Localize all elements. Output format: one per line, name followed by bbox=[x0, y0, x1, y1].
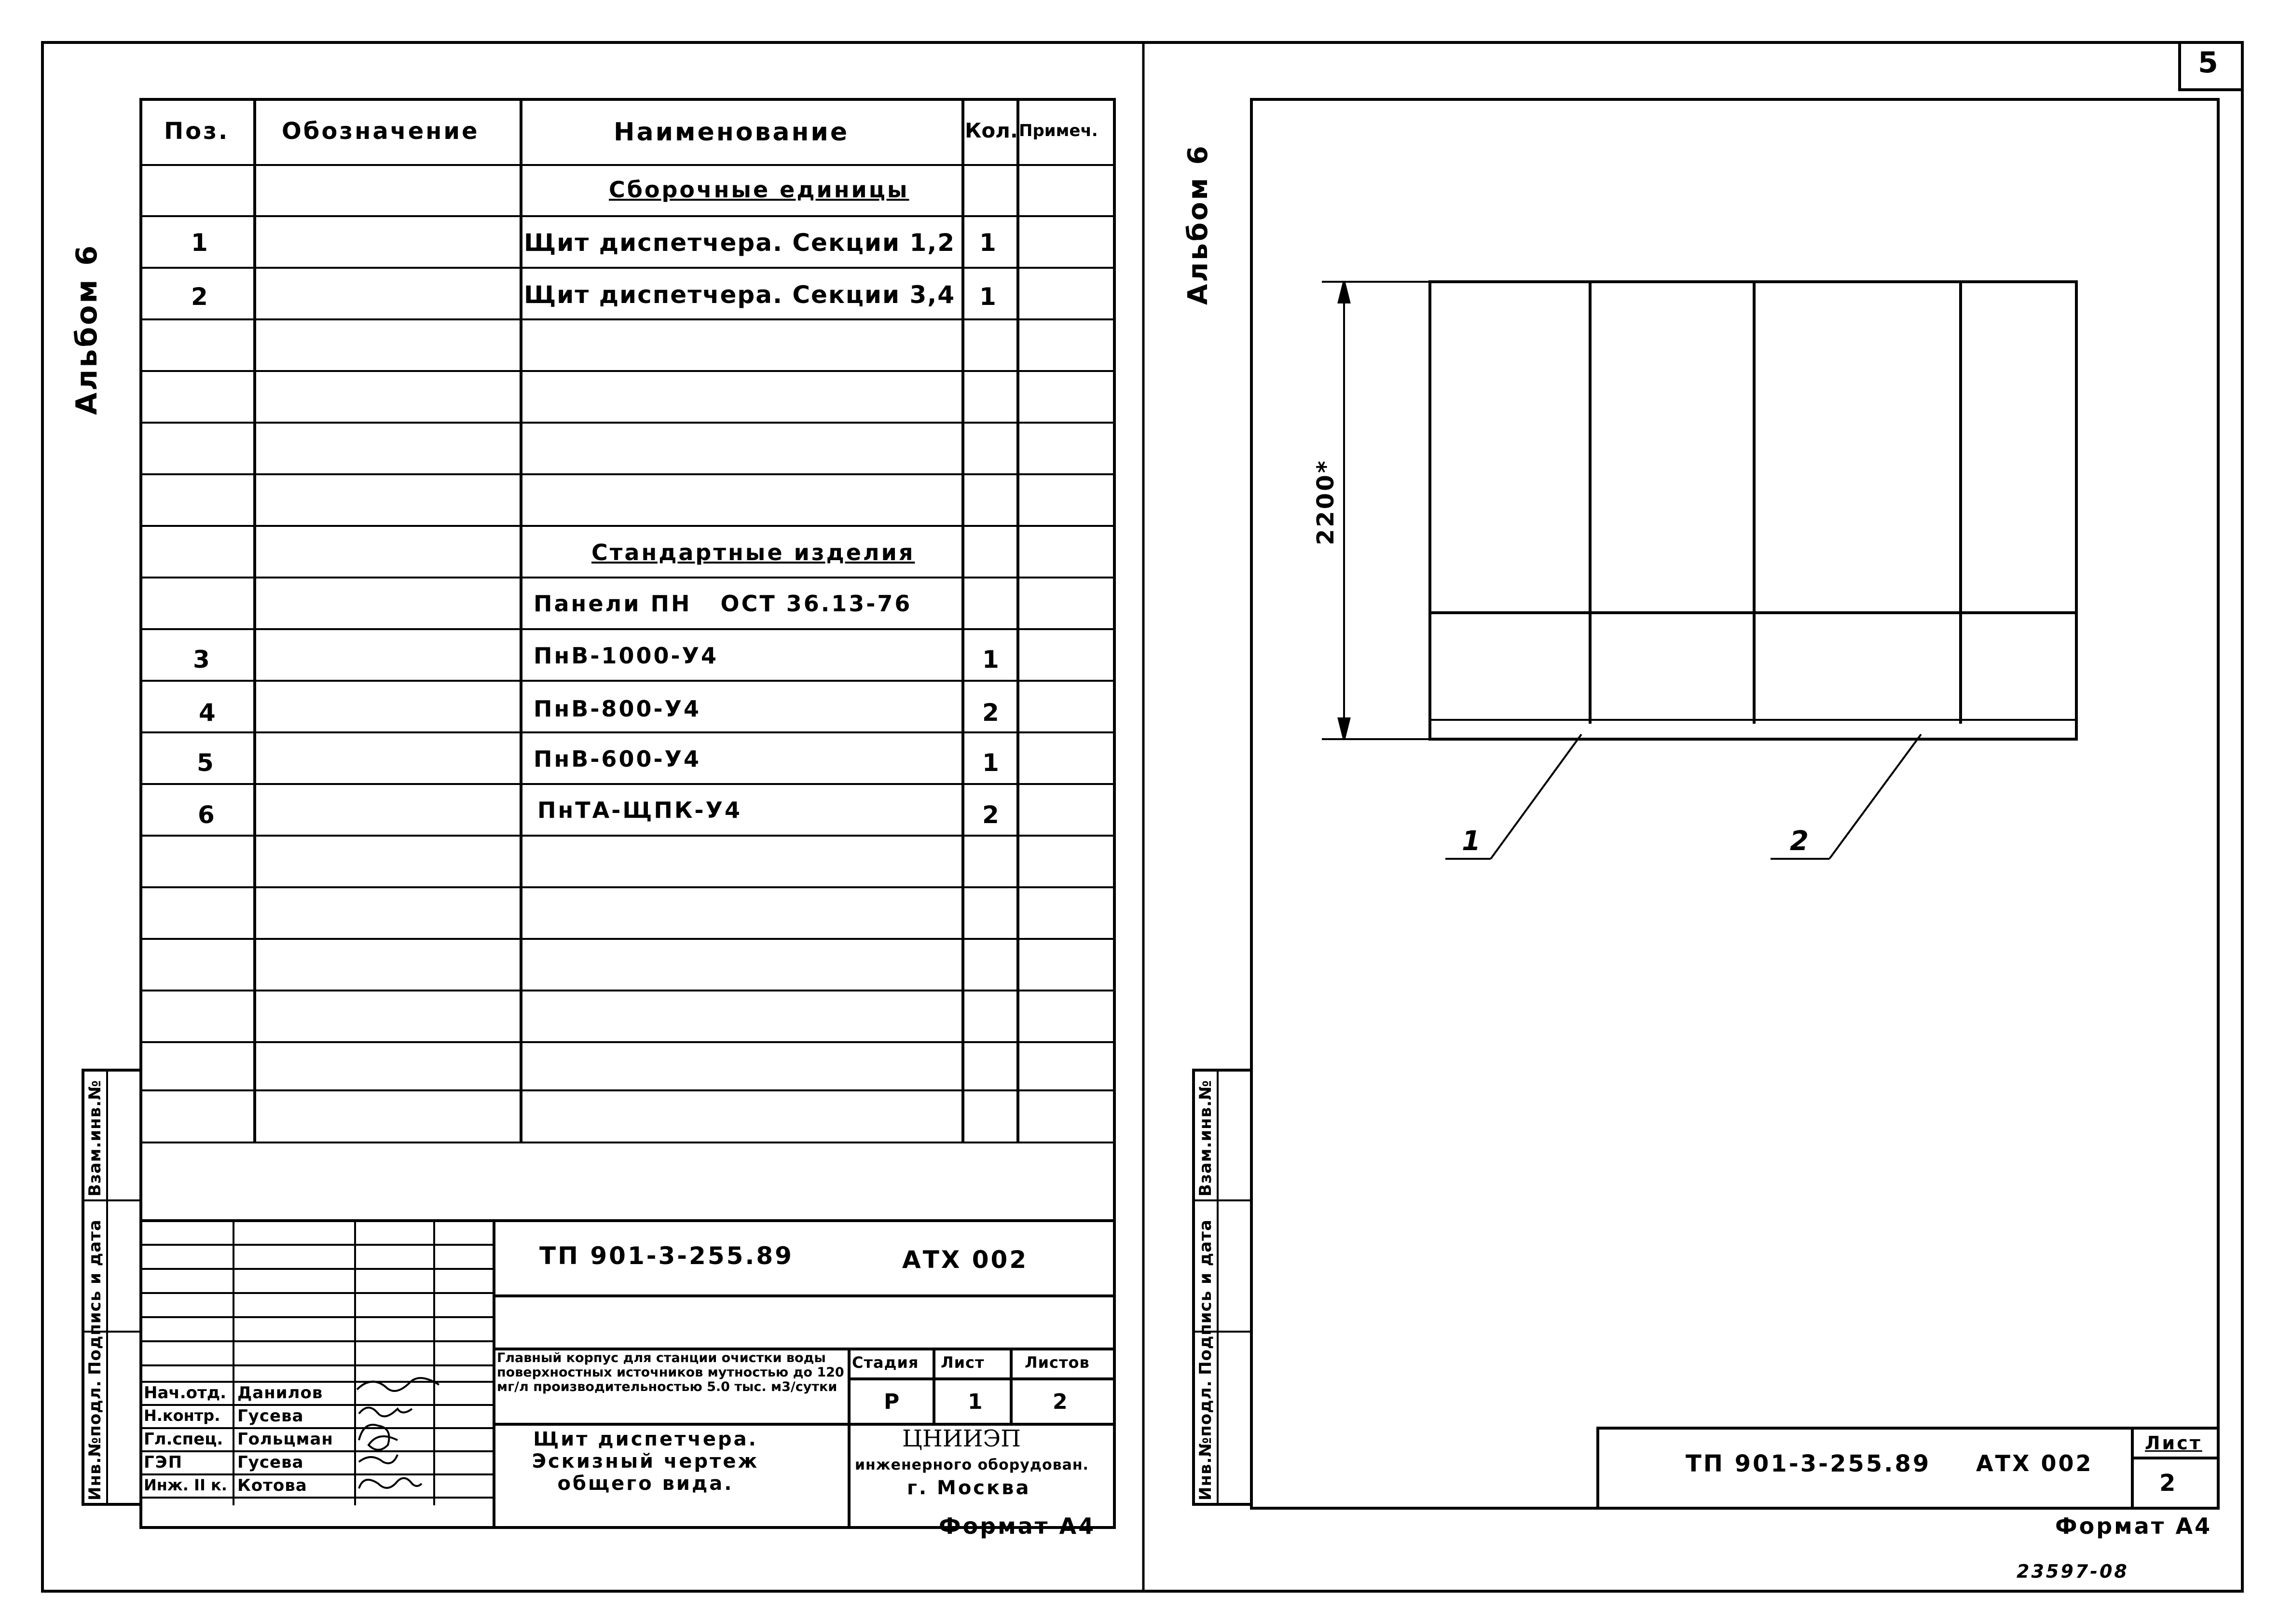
title-sheet: 1 bbox=[968, 1390, 985, 1414]
title-project-desc: Главный корпус для станции очистки воды поверхностных источников мутностью до 120 мг/л производительностью 5.0 тыс. м3/сутки bbox=[497, 1350, 844, 1395]
title-stage-label: Стадия bbox=[852, 1353, 919, 1372]
title-sheet-label: Лист bbox=[941, 1353, 985, 1372]
section-assembly: Сборочные единицы bbox=[609, 177, 909, 203]
title-sheets: 2 bbox=[1053, 1390, 1070, 1414]
title-sheet-label-right: Лист bbox=[2145, 1432, 2202, 1454]
stamp-sign-date-left: Подпись и дата bbox=[85, 1219, 105, 1375]
row-1-qty: 1 bbox=[979, 229, 998, 257]
signature-2 bbox=[359, 1408, 412, 1417]
row-5-qty: 1 bbox=[982, 749, 1001, 777]
row-3-pos: 3 bbox=[193, 646, 212, 674]
row-1-name: Щит диспетчера. Секции 1,2 bbox=[524, 229, 956, 257]
stamp-inv-no-left: Инв.№подл. bbox=[85, 1380, 105, 1500]
signer-name-2: Гусева bbox=[237, 1406, 304, 1426]
title-org-city: г. Москва bbox=[907, 1477, 1031, 1499]
signature-4 bbox=[359, 1455, 398, 1463]
row-4-qty: 2 bbox=[982, 699, 1001, 727]
dimension-label: 2200* bbox=[1312, 459, 1339, 545]
signature-1 bbox=[357, 1378, 439, 1391]
header-note: Примеч. bbox=[1019, 121, 1098, 140]
leader-label-1: 1 bbox=[1462, 826, 1483, 857]
signature-5 bbox=[359, 1478, 422, 1488]
row-3-qty: 1 bbox=[982, 646, 1001, 674]
title-drawing-title: Щит диспетчера. Эскизный чертеж общего вида. bbox=[532, 1428, 759, 1495]
row-1-pos: 1 bbox=[191, 229, 210, 257]
title-doc-left: АТХ 002 bbox=[902, 1246, 1029, 1274]
signer-role-1: Нач.отд. bbox=[144, 1383, 227, 1403]
page-number: 5 bbox=[2198, 46, 2220, 80]
title-org-sub: инженерного оборудован. bbox=[855, 1457, 1089, 1473]
row-2-name: Щит диспетчера. Секции 3,4 bbox=[524, 281, 956, 309]
album-label-left: Альбом 6 bbox=[70, 243, 104, 415]
row-4-pos: 4 bbox=[199, 699, 218, 727]
title-stage: Р bbox=[884, 1390, 902, 1414]
stamp-replace-inv-right: Взам.инв.№ bbox=[1196, 1080, 1215, 1197]
header-designation: Обозначение bbox=[282, 118, 480, 145]
stamp-inv-no-right: Инв.№подл. bbox=[1196, 1380, 1215, 1500]
title-code-right: ТП 901-3-255.89 bbox=[1686, 1450, 1931, 1477]
row-3-name: ПнВ-1000-У4 bbox=[534, 643, 719, 669]
title-sheets-label: Листов bbox=[1025, 1353, 1090, 1372]
row-6-qty: 2 bbox=[982, 801, 1001, 829]
signer-role-5: Инж. II к. bbox=[144, 1476, 227, 1494]
signer-role-4: ГЭП bbox=[144, 1453, 183, 1472]
title-doc-right: АТХ 002 bbox=[1976, 1450, 2093, 1476]
row-6-pos: 6 bbox=[198, 801, 217, 829]
title-org-name: ЦНИИЭП bbox=[902, 1425, 1021, 1452]
row-6-name: ПнТА-ЩПК-У4 bbox=[537, 797, 742, 823]
signer-role-3: Гл.спец. bbox=[144, 1430, 223, 1449]
row-panels-name: Панели ПН ОСТ 36.13-76 bbox=[534, 591, 912, 617]
title-sheet-right: 2 bbox=[2159, 1470, 2178, 1497]
stamp-replace-inv-left: Взам.инв.№ bbox=[85, 1080, 105, 1197]
row-2-qty: 1 bbox=[979, 283, 998, 311]
format-right: Формат А4 bbox=[2055, 1513, 2212, 1539]
album-label-right: Альбом 6 bbox=[1182, 144, 1214, 305]
header-qty: Кол. bbox=[965, 119, 1018, 142]
signer-role-2: Н.контр. bbox=[144, 1406, 220, 1425]
archive-number: 23597-08 bbox=[2017, 1561, 2129, 1582]
signer-name-5: Котова bbox=[237, 1476, 307, 1495]
section-standard: Стандартные изделия bbox=[591, 539, 915, 565]
header-name: Наименование bbox=[614, 118, 850, 147]
signer-name-4: Гусева bbox=[237, 1453, 304, 1472]
row-5-name: ПнВ-600-У4 bbox=[534, 746, 701, 772]
signer-name-1: Данилов bbox=[237, 1383, 323, 1403]
signer-name-3: Гольцман bbox=[237, 1430, 333, 1449]
row-4-name: ПнВ-800-У4 bbox=[534, 696, 701, 722]
row-5-pos: 5 bbox=[197, 749, 216, 777]
stamp-sign-date-right: Подпись и дата bbox=[1196, 1219, 1215, 1375]
header-pos: Поз. bbox=[164, 118, 230, 145]
title-code-left: ТП 901-3-255.89 bbox=[539, 1242, 794, 1270]
row-2-pos: 2 bbox=[191, 283, 210, 311]
leader-label-2: 2 bbox=[1790, 826, 1811, 857]
format-left: Формат А4 bbox=[939, 1513, 1096, 1539]
